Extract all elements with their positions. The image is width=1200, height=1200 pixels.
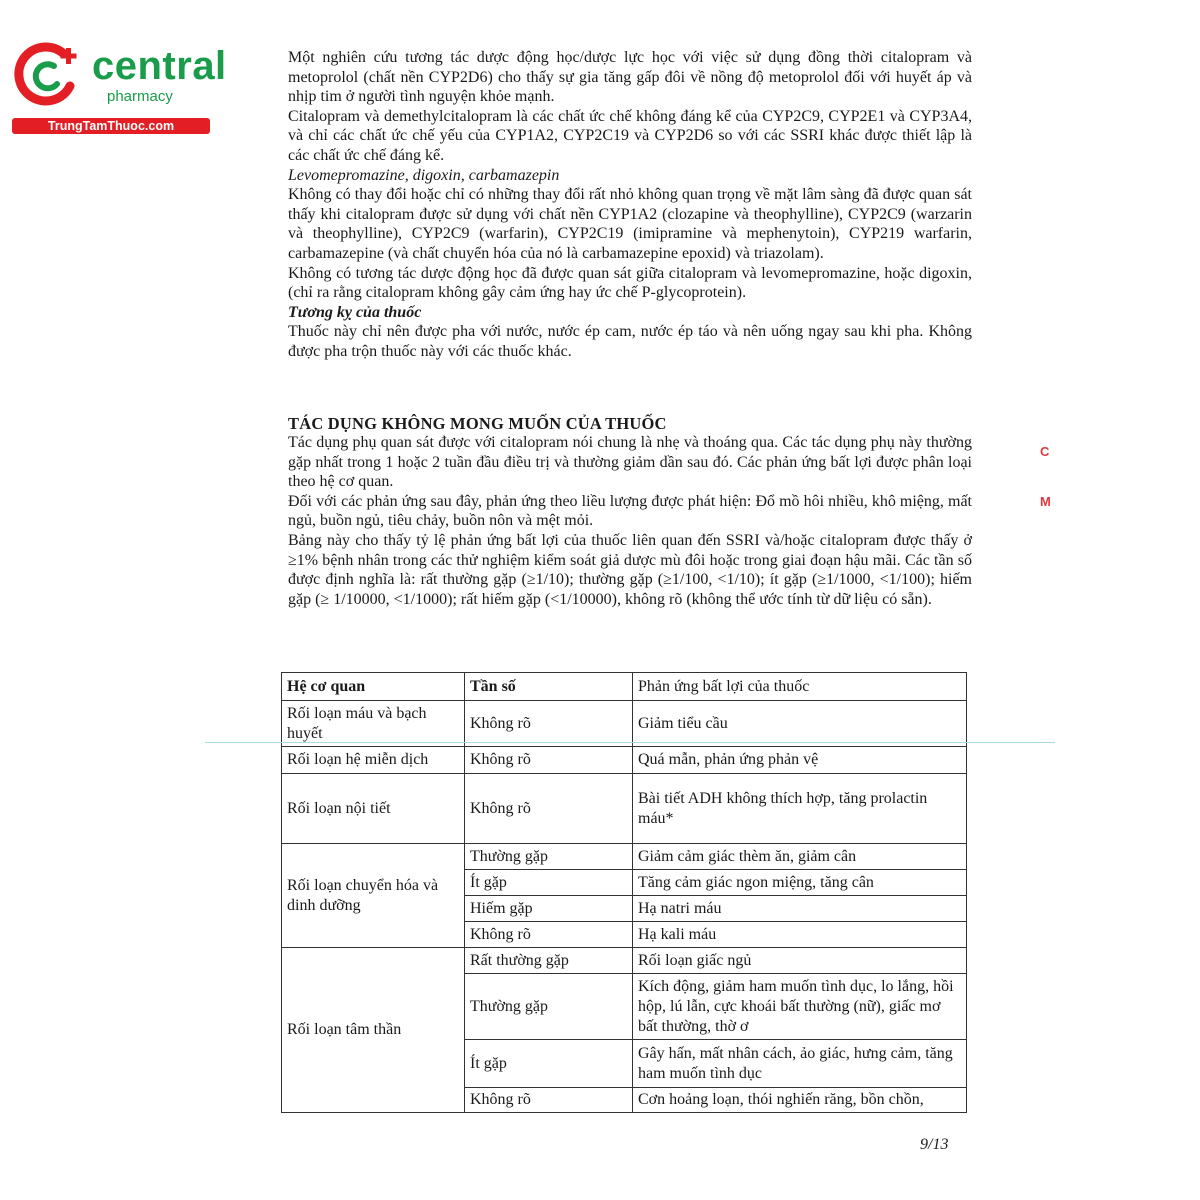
- table-cell: Tăng cảm giác ngon miệng, tăng cân: [633, 870, 967, 896]
- table-cell: Giảm tiểu cầu: [633, 701, 967, 747]
- table-cell: Không rõ: [465, 701, 633, 747]
- table-row: [282, 948, 967, 974]
- table-header-row: [282, 673, 967, 701]
- subheading: Levomepromazine, digoxin, carbamazepin: [288, 166, 560, 184]
- table-cell: Rất thường gặp: [465, 948, 633, 974]
- section-title: TÁC DỤNG KHÔNG MONG MUỐN CỦA THUỐC: [288, 413, 667, 433]
- subheading: Tương kỵ của thuốc: [288, 303, 422, 321]
- table-cell: Rối loạn chuyển hóa và dinh dưỡng: [282, 844, 465, 948]
- table-cell: Không rõ: [465, 1088, 633, 1113]
- table-cell: Rối loạn nội tiết: [282, 774, 465, 844]
- paragraph: Không có thay đổi hoặc chỉ có những thay đổi rất nhỏ không quan trọng về mặt lâm sàng đã được quan sát thấy khi citalopram được sử dụng với chất nền CYP1A2 (clozapine và theophylline), CYP2C9 (warzarin và theophylline), CYP2C9 (warfarin), CYP2C19 (imipramine và mephenytoin), CYP219 warfarin, carbamazepine (và chất chuyển hóa của nó là carbamazepine epoxid) và triazolam).: [288, 186, 972, 262]
- table-cell: Thường gặp: [465, 974, 633, 1040]
- table-cell: Bài tiết ADH không thích hợp, tăng prolactin máu*: [633, 774, 967, 844]
- table-cell: Rối loạn tâm thần: [282, 948, 465, 1113]
- column-header: Tần số: [465, 673, 633, 701]
- table-cell: Không rõ: [465, 774, 633, 844]
- table-cell: Rối loạn giấc ngủ: [633, 948, 967, 974]
- paragraph: Citalopram và demethylcitalopram là các chất ức chế không đáng kể của CYP2C9, CYP2E1 và CYP3A4, và chỉ các chất ức chế yếu của CYP1A2, CYP2C19 và CYP2D6 so với các SSRI khác được thiết lập là các chất ức chế đáng kể.: [288, 107, 972, 164]
- column-header: Hệ cơ quan: [282, 673, 465, 701]
- paragraph: Đối với các phản ứng sau đây, phản ứng theo liều lượng được phát hiện: Đổ mồ hôi nhiều, khô miệng, mất ngủ, buồn ngủ, tiêu chảy, buồn nôn và mệt mỏi.: [288, 492, 972, 530]
- paragraph: Không có tương tác dược động học đã được quan sát giữa citalopram và levomepromazine, hoặc digoxin, (chỉ ra rằng citalopram không gây cảm ứng hay ức chế P-glycoprotein).: [288, 264, 972, 302]
- table-cell: Hiếm gặp: [465, 896, 633, 922]
- table-cell: Thường gặp: [465, 844, 633, 870]
- table-cell: Hạ kali máu: [633, 922, 967, 948]
- logo-website: TrungTamThuoc.com: [12, 118, 210, 134]
- central-pharmacy-logo: [12, 36, 227, 136]
- table-cell: Quá mẫn, phản ứng phản vệ: [633, 747, 967, 774]
- stamp-fragment: M: [1040, 494, 1051, 509]
- column-header: Phản ứng bất lợi của thuốc: [633, 673, 967, 701]
- adverse-reactions-table: [281, 672, 967, 1113]
- table-cell: Hạ natri máu: [633, 896, 967, 922]
- table-cell: Kích động, giảm ham muốn tình dục, lo lắng, hồi hộp, lú lẫn, cực khoái bất thường (nữ), giấc mơ bất thường, thờ ơ: [633, 974, 967, 1040]
- logo-name: central: [92, 44, 227, 88]
- table-row: [282, 701, 967, 747]
- table-row: [282, 747, 967, 774]
- page-number: 9/13: [920, 1136, 949, 1153]
- table-cell: Rối loạn máu và bạch huyết: [282, 701, 465, 747]
- table-cell: Không rõ: [465, 747, 633, 774]
- table-cell: Ít gặp: [465, 1040, 633, 1088]
- scan-guide-line: [205, 742, 1055, 743]
- table-cell: Gây hấn, mất nhân cách, ảo giác, hưng cảm, tăng ham muốn tình dục: [633, 1040, 967, 1088]
- paragraph: Thuốc này chỉ nên được pha với nước, nước ép cam, nước ép táo và nên uống ngay sau khi pha. Không được pha trộn thuốc này với các thuốc khác.: [288, 323, 972, 360]
- table-cell: Rối loạn hệ miễn dịch: [282, 747, 465, 774]
- paragraph: Bảng này cho thấy tỷ lệ phản ứng bất lợi của thuốc liên quan đến SSRI và/hoặc citalopram được thấy ở ≥1% bệnh nhân trong các thử nghiệm kiểm soát giả dược mù đôi hoặc trong giai đoạn hậu mãi. Các tần số được định nghĩa là: rất thường gặp (≥1/10); thường gặp (≥1/100, <1/10); ít gặp (≥1/1000, <1/100); hiếm gặp (≥ 1/10000, <1/1000); rất hiếm gặp (<1/10000), không rõ (không thể ước tính từ dữ liệu có sẵn).: [288, 532, 972, 608]
- table-cell: Giảm cảm giác thèm ăn, giảm cân: [633, 844, 967, 870]
- document-body: [288, 48, 972, 609]
- paragraph: Tác dụng phụ quan sát được với citalopram nói chung là nhẹ và thoáng qua. Các tác dụng phụ này thường gặp nhất trong 1 hoặc 2 tuần đầu điều trị và thường giảm dần sau đó. Các phản ứng bất lợi được phân loại theo hệ cơ quan.: [288, 434, 972, 491]
- table-cell: Cơn hoảng loạn, thói nghiến răng, bồn chồn,: [633, 1088, 967, 1113]
- central-pharmacy-mark-icon: [12, 40, 82, 110]
- logo-subtitle: pharmacy: [107, 88, 173, 105]
- paragraph: Một nghiên cứu tương tác dược động học/dược lực học với việc sử dụng đồng thời citalopram và metoprolol (chất nền CYP2D6) cho thấy sự gia tăng gấp đôi về nồng độ metoprolol đối với huyết áp và nhịp tim ở người tình nguyện khỏe mạnh.: [288, 49, 972, 106]
- table-cell: Ít gặp: [465, 870, 633, 896]
- stamp-fragment: C: [1040, 444, 1050, 459]
- table-row: [282, 774, 967, 844]
- table-cell: Không rõ: [465, 922, 633, 948]
- table-row: [282, 844, 967, 870]
